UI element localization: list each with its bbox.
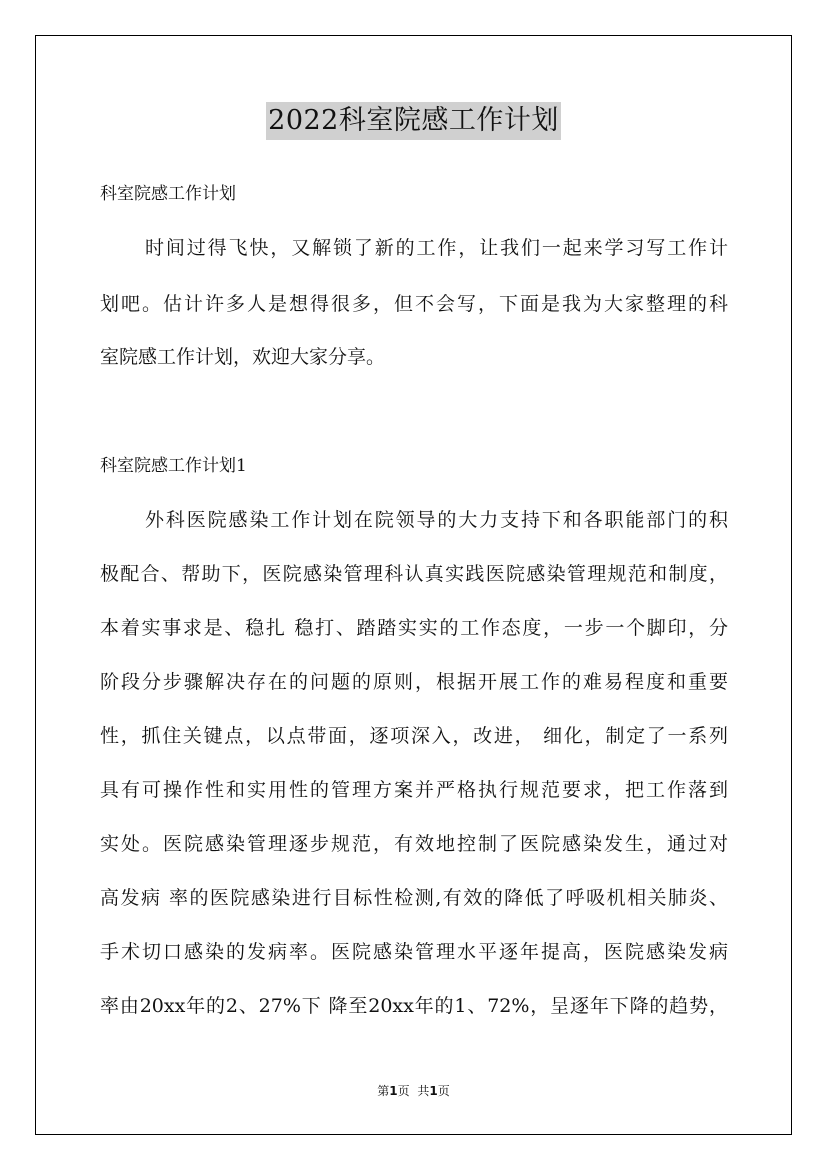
- footer-page-suffix: 页: [397, 1084, 410, 1098]
- intro-line: 室院感工作计划，欢迎大家分享。: [100, 346, 386, 368]
- section1-line: 手术切口感染的发病率。医院感染管理水平逐年提高，医院感染发病: [100, 941, 728, 963]
- footer-total-prefix: 共: [417, 1084, 430, 1098]
- section1-line: 具有可操作性和实用性的管理方案并严格执行规范要求，把工作落到: [100, 779, 728, 801]
- footer-total-pages: 1: [429, 1084, 438, 1098]
- title-container: [0, 102, 827, 140]
- intro-line: 时间过得飞快，又解锁了新的工作，让我们一起来学习写工作计: [145, 237, 728, 259]
- intro-heading: 科室院感工作计划: [100, 184, 236, 204]
- section1-line: 率由20xx年的2、27%下 降至20xx年的1、72%，呈逐年下降的趋势，: [100, 995, 728, 1017]
- section1-line: 性，抓住关键点，以点带面，逐项深入，改进， 细化，制定了一系列: [100, 725, 728, 747]
- section1-line: 外科医院感染工作计划在院领导的大力支持下和各职能部门的积: [145, 509, 728, 531]
- document-title: 2022科室院感工作计划: [266, 102, 561, 140]
- intro-line: 划吧。估计许多人是想得很多，但不会写，下面是我为大家整理的科: [100, 293, 728, 315]
- footer-total-suffix: 页: [437, 1084, 450, 1098]
- section1-line: 极配合、帮助下，医院感染管理科认真实践医院感染管理规范和制度，: [100, 563, 728, 585]
- footer-prefix: 第: [377, 1084, 390, 1098]
- footer-page-number: 1: [389, 1084, 398, 1098]
- section1-line: 实处。医院感染管理逐步规范，有效地控制了医院感染发生，通过对: [100, 833, 728, 855]
- section1-line: 本着实事求是、稳扎 稳打、踏踏实实的工作态度，一步一个脚印，分: [100, 617, 728, 639]
- page-footer: [0, 1083, 827, 1099]
- section1-heading: 科室院感工作计划1: [100, 456, 247, 476]
- section1-line: 阶段分步骤解决存在的问题的原则，根据开展工作的难易程度和重要: [100, 671, 728, 693]
- section1-line: 高发病 率的医院感染进行目标性检测,有效的降低了呼吸机相关肺炎、: [100, 887, 728, 909]
